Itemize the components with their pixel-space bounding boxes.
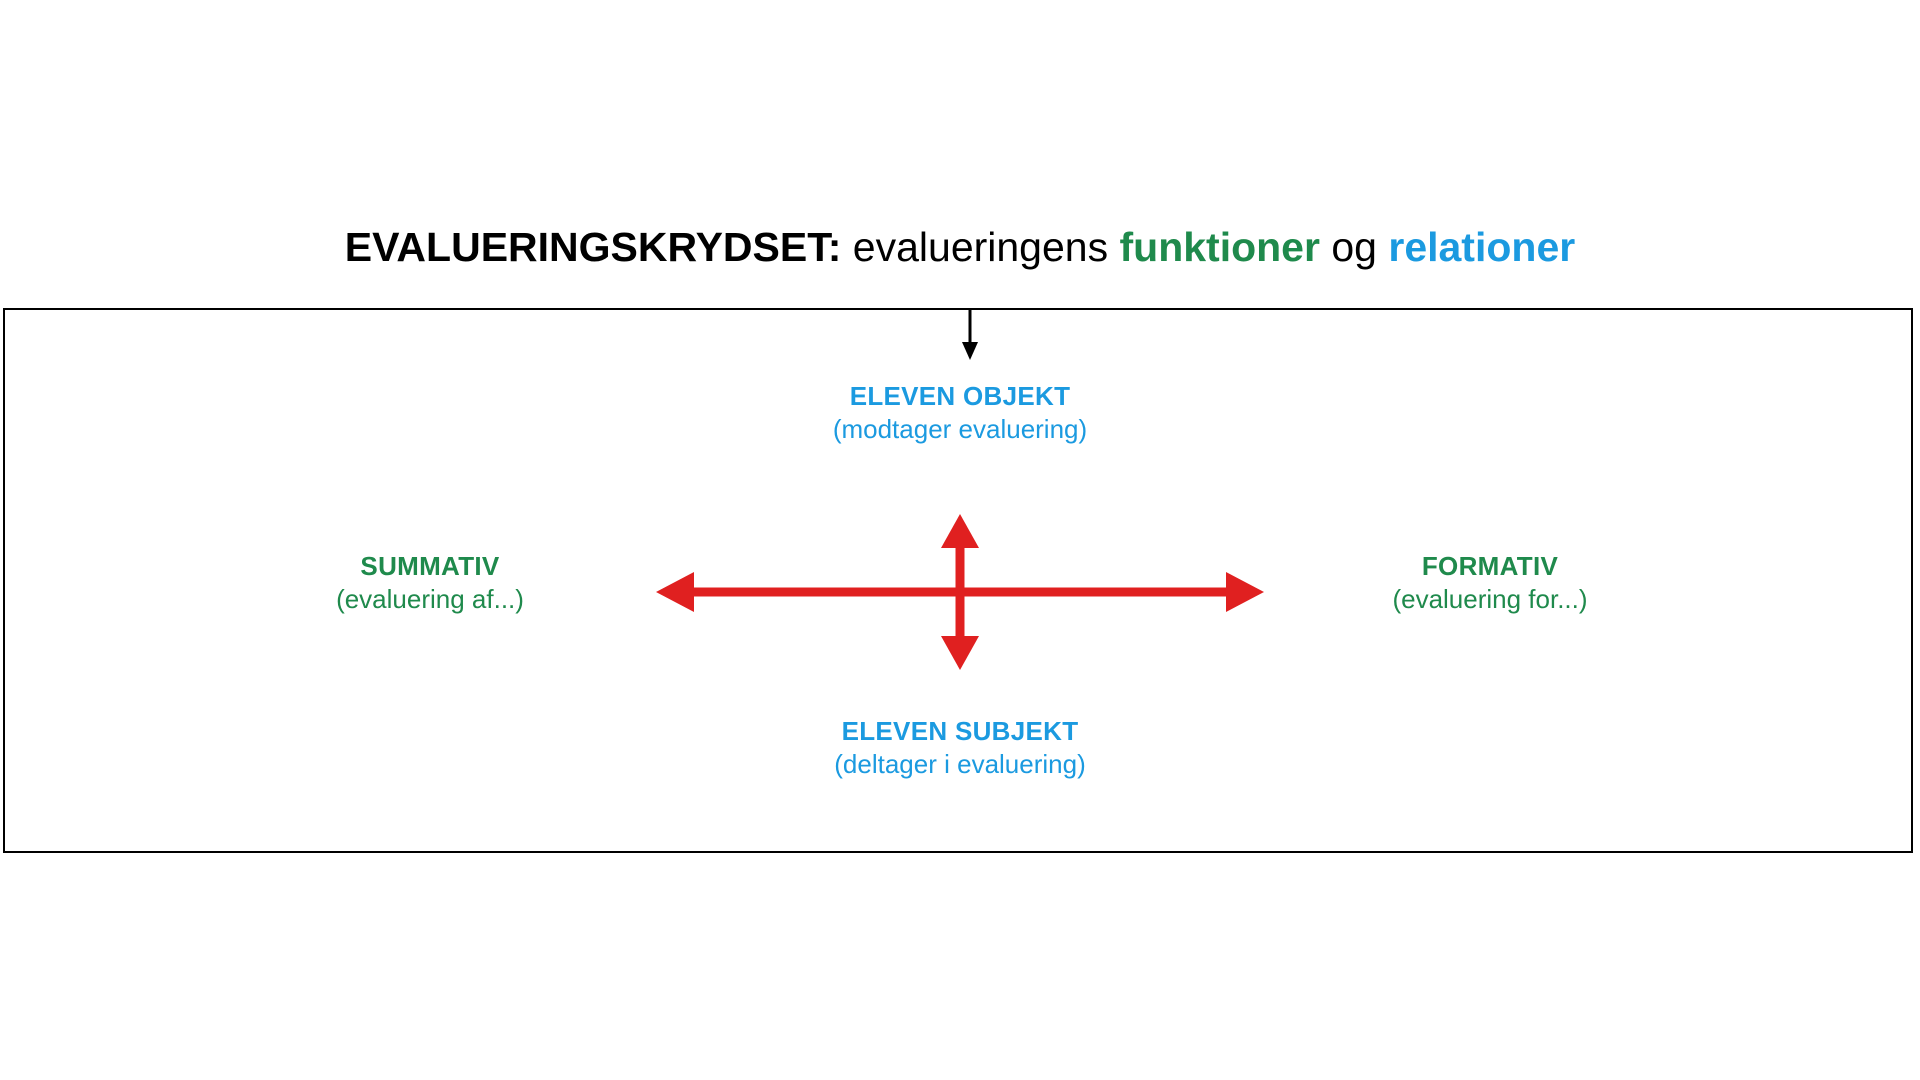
title-part-evalueringskrydset: EVALUERINGSKRYDSET: <box>344 224 842 270</box>
label-eleven-objekt <box>660 380 1260 446</box>
label-eleven-objekt-sub: (modtager evaluering) <box>832 414 1088 444</box>
cross-arrows-icon <box>650 512 1270 672</box>
label-summativ-sub: (evaluering af...) <box>336 584 524 614</box>
label-formativ <box>1270 550 1710 616</box>
label-eleven-subjekt <box>660 715 1260 781</box>
title-part-relationer: relationer <box>1388 224 1576 270</box>
title-part-og: og <box>1331 224 1377 270</box>
label-summativ-head: SUMMATIV <box>360 551 500 581</box>
label-eleven-subjekt-sub: (deltager i evaluering) <box>834 749 1086 779</box>
label-summativ <box>210 550 650 616</box>
label-eleven-objekt-head: ELEVEN OBJEKT <box>849 381 1071 411</box>
label-formativ-sub: (evaluering for...) <box>1392 584 1588 614</box>
label-formativ-head: FORMATIV <box>1421 551 1559 581</box>
title-part-evalueringens: evalueringens <box>852 224 1109 270</box>
entry-arrow-icon <box>950 308 990 360</box>
page-title <box>0 222 1920 272</box>
title-part-funktioner: funktioner <box>1119 224 1320 270</box>
label-eleven-subjekt-head: ELEVEN SUBJEKT <box>841 716 1079 746</box>
